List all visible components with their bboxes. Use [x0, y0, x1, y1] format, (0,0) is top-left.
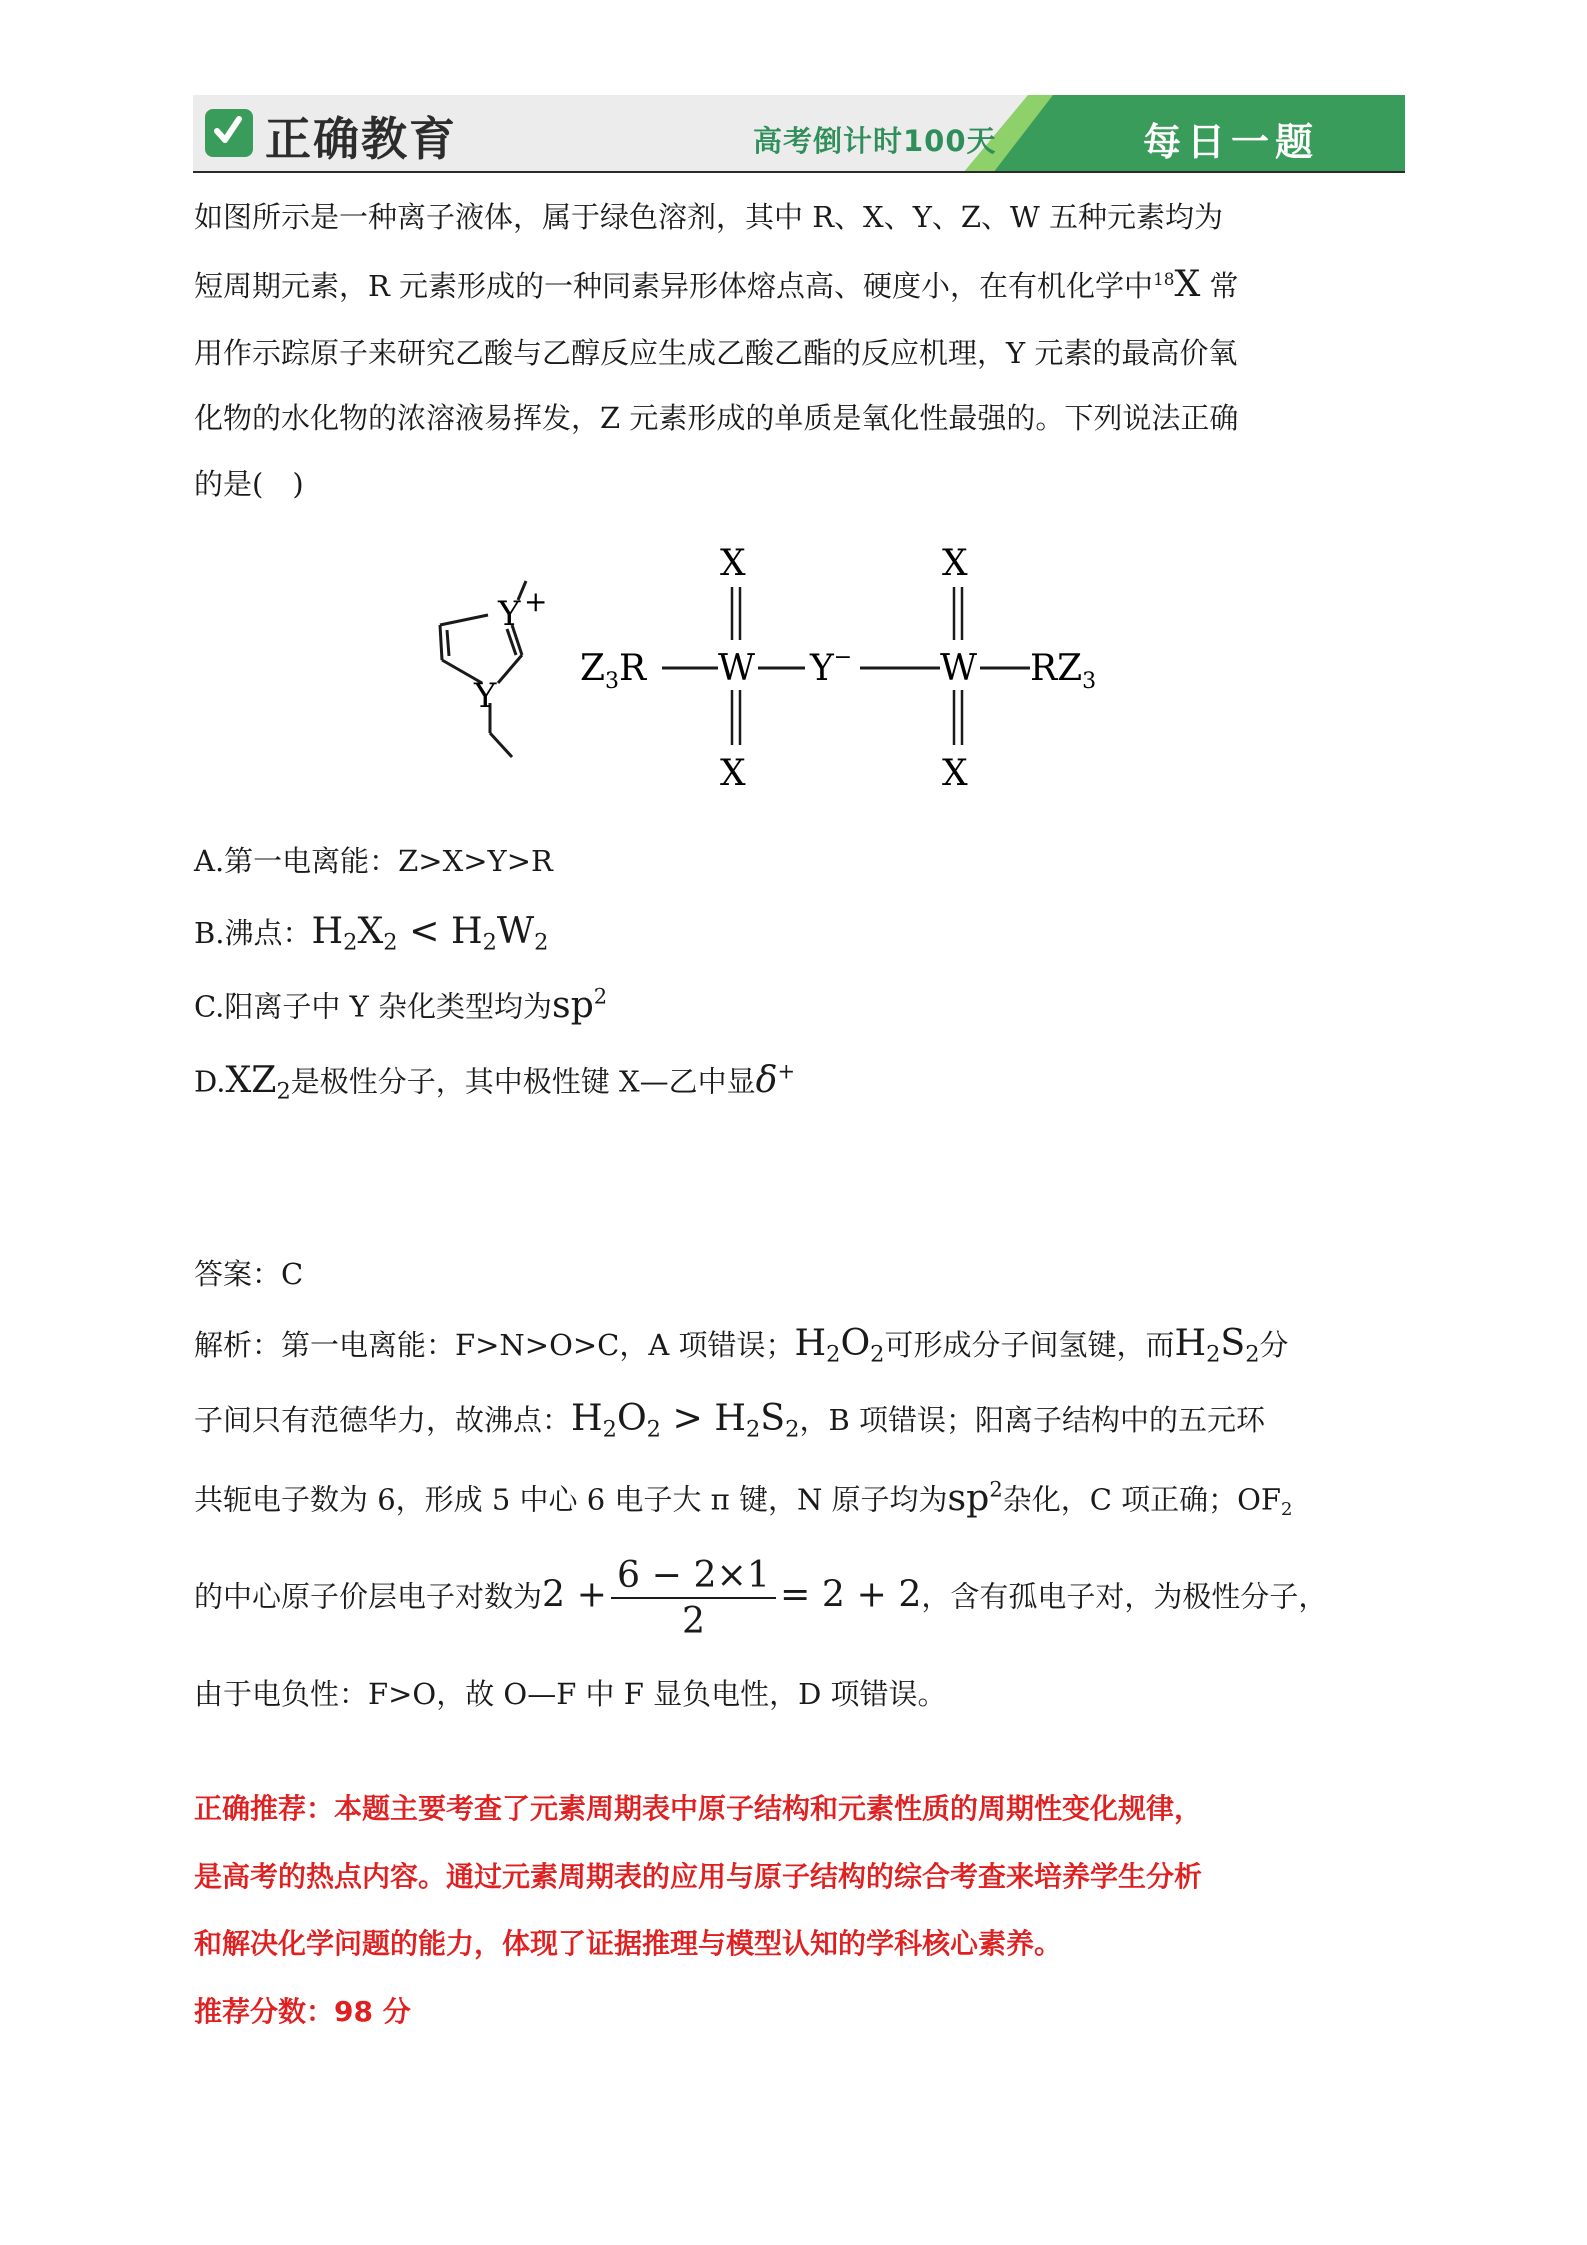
center-y: Y− [810, 645, 853, 689]
ring-n-top: Y [498, 594, 521, 634]
recommend-line-1: 正确推荐：本题主要考查了元素周期表中原子结构和元素性质的周期性变化规律， [194, 1792, 1203, 1825]
left-group: $Z_3R$ [580, 648, 647, 694]
check-logo-icon [205, 109, 253, 157]
option-d: $D.XZ_2$是极性分子，其中极性键 X—乙中显δ+ [194, 1057, 796, 1105]
recommend-line-3: 和解决化学问题的能力，体现了证据推理与模型认知的学科核心素养。 [194, 1927, 1063, 1960]
answer-label: 答案：C [194, 1257, 304, 1291]
brand-name: 正确教育 [265, 112, 457, 166]
option-c: C.阳离子中 Y 杂化类型均为$sp^2$ [194, 982, 608, 1026]
recommend-line-2: 是高考的热点内容。通过元素周期表的应用与原子结构的综合考查来培养学生分析 [194, 1860, 1203, 1893]
x-bottom-left: X [720, 753, 746, 794]
countdown-text: 高考倒计时100天 [753, 124, 997, 158]
w-left: W [718, 648, 756, 689]
explanation-line-2: 子间只有范德华力，故沸点：$H_2O_2 > H_2S_2$，B 项错误；阳离子结构中的五元环 [194, 1396, 1265, 1443]
daily-question-title: 每日一题 [1143, 120, 1320, 164]
explanation-line-3: 共轭电子数为 6，形成 5 中心 6 电子大 π 键，N 原子均为$sp^2$杂化，C 项正确；$OF_2$ [194, 1475, 1293, 1521]
isotope-symbol: X [1174, 262, 1201, 305]
ionic-liquid-structure [420, 525, 1160, 805]
explanation-line-1: 解析：第一电离能：F>N>O>C，A 项错误；$H_2O_2$可形成分子间氢键，而$H_2S_2$分 [194, 1321, 1289, 1368]
option-a: A.第一电离能：Z>X>Y>R [194, 844, 553, 878]
question-line-2-end: 常 [1209, 269, 1239, 303]
expr-lead: 2 + [542, 1572, 607, 1616]
explanation-line-4: 的中心原子价层电子对数为2 + $\frac{6 - 2\times 1}{2}$ = 2 + 2，含有孤电子对，为极性分子， [194, 1553, 1328, 1643]
question-line-2 [194, 262, 1239, 305]
question-line-4: 化物的水化物的浓溶液易挥发，Z 元素形成的单质是氧化性最强的。下列说法正确 [194, 401, 1239, 435]
header-banner [193, 95, 1405, 173]
recommend-score: 推荐分数：98 分 [194, 1995, 411, 2028]
ring-n-bottom: Y [474, 676, 497, 716]
fraction: $\frac{6 - 2\times 1}{2}$ [611, 1557, 776, 1640]
x-top-right: X [942, 543, 968, 584]
question-line-1: 如图所示是一种离子液体，属于绿色溶剂，其中 R、X、Y、Z、W 五种元素均为 [194, 200, 1224, 234]
banner-divider [193, 171, 1405, 173]
ring-charge: + [524, 585, 548, 618]
option-b: B.沸点：$H_2X_2 < H_2W_2$ [194, 909, 549, 956]
question-line-5: 的是( ) [194, 467, 304, 501]
x-top-left: X [720, 543, 746, 584]
x-bottom-right: X [942, 753, 968, 794]
question-line-2-text: 短周期元素，R 元素形成的一种同素异形体熔点高、硬度小，在有机化学中 [194, 269, 1154, 303]
expr-tail: = 2 + 2 [779, 1572, 922, 1616]
right-group: $RZ_3$ [1030, 648, 1097, 694]
isotope-mass-number: 18 [1153, 269, 1175, 290]
explanation-line-5: 由于电负性：F>O，故 O—F 中 F 显负电性，D 项错误。 [194, 1677, 947, 1711]
question-line-3: 用作示踪原子来研究乙酸与乙醇反应生成乙酸乙酯的反应机理，Y 元素的最高价氧 [194, 336, 1238, 370]
w-right: W [940, 648, 978, 689]
